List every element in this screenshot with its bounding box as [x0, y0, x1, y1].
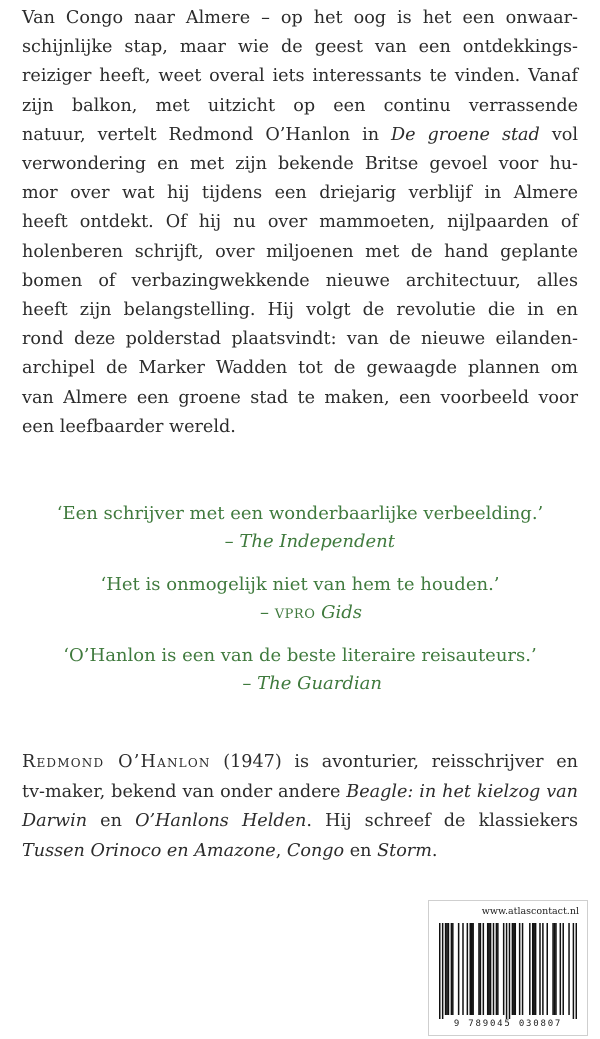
barcode-bar [539, 923, 541, 1015]
text-run: en [344, 840, 378, 861]
text-line [22, 267, 578, 296]
text-line [22, 354, 578, 383]
quote-source [0, 528, 600, 556]
text-run: en [87, 811, 136, 831]
quote-source-name: Gids [315, 602, 362, 623]
italic-title: Beagle: in het kielzog van [346, 781, 578, 802]
text-line [22, 92, 578, 121]
text-line [22, 384, 578, 413]
text-run: zijn balkon, met uitzicht op een continu verrassende [22, 95, 578, 116]
italic-title: O’Hanlons Helden [135, 811, 307, 831]
barcode-bar [533, 923, 535, 1015]
barcode-bar [445, 923, 447, 1015]
text-line [22, 807, 578, 837]
quote-source [0, 670, 600, 698]
barcode-bar [503, 923, 505, 1015]
quote-source-prefix: vpro [274, 602, 316, 623]
publisher-url: www.atlascontact.nl [481, 906, 579, 917]
isbn-number: 9 789045 030807 [453, 1019, 563, 1029]
text-run: , [275, 840, 287, 861]
text-run: natuur, vertelt Redmond O’Hanlon in [22, 124, 392, 145]
barcode-bar [467, 923, 469, 1015]
text-run: een leefbaarder wereld. [22, 416, 236, 437]
quote-source-name: The Guardian [257, 673, 382, 694]
barcode-bar [568, 923, 570, 1015]
barcode-bar [546, 923, 548, 1015]
quote-text: ‘Een schrijver met een wonderbaarlijke verbeelding.’ [56, 503, 544, 524]
barcode-bar [488, 923, 490, 1015]
barcode-bar [458, 923, 460, 1015]
text-run: schijnlijke stap, maar wie de geest van een ontdekkings- [22, 37, 578, 58]
text-run: verwondering en met zijn bekende Britse gevoel voor hu- [22, 154, 578, 175]
author-bio [22, 748, 578, 866]
quote-dash: – [224, 531, 240, 552]
text-run: mor over wat hij tijdens een driejarig verblijf in Almere [22, 183, 578, 204]
barcode-bar [562, 923, 564, 1015]
barcode-bar [448, 923, 450, 1015]
barcode-bar [442, 923, 444, 1019]
text-line [22, 837, 578, 867]
barcode-bar [483, 923, 485, 1015]
quote-source-name: The Independent [239, 531, 395, 552]
review-quote-independent [0, 500, 600, 556]
quote-text: ‘Het is onmogelijk niet van hem te houden.’ [100, 574, 500, 595]
barcode-bar [497, 923, 499, 1015]
text-run: holenberen schrijft, over miljoenen met de hand geplante [22, 241, 578, 262]
text-line [22, 33, 578, 62]
barcode-bar [462, 923, 464, 1015]
text-run: vol [539, 124, 578, 145]
text-line [22, 296, 578, 325]
text-line [22, 179, 578, 208]
barcode-bar [493, 923, 495, 1015]
barcode-bar [542, 923, 544, 1015]
text-line [22, 4, 578, 33]
author-name: Redmond O’Hanlon [22, 752, 211, 772]
barcode-panel [428, 900, 588, 1036]
barcode-bar [512, 923, 514, 1015]
review-quote-guardian [0, 642, 600, 698]
text-run: . [431, 840, 438, 861]
text-run: bomen of verbazingwekkende nieuwe architectuur, alles [22, 270, 578, 291]
review-quotes [0, 500, 600, 713]
text-line [22, 238, 578, 267]
italic-title: Storm [377, 840, 432, 861]
barcode-bar [535, 923, 537, 1015]
blurb-paragraph [22, 4, 578, 442]
text-run: (1947) is avonturier, reisschrijver en [210, 752, 578, 772]
text-line [22, 121, 578, 150]
text-run: archipel de Marker Wadden tot de gewaagde plannen om [22, 358, 578, 379]
barcode-bar [515, 923, 517, 1015]
italic-title: Darwin [22, 811, 88, 831]
isbn-barcode [439, 923, 577, 1019]
text-line [22, 413, 578, 442]
text-line [22, 748, 578, 778]
italic-title: De groene stad [391, 124, 540, 145]
text-run: tv-maker, bekend van onder andere [22, 781, 347, 802]
text-run: rond deze polderstad plaatsvindt: van de nieuwe eilanden- [22, 329, 578, 350]
text-run: heeft zijn belangstelling. Hij volgt de revolutie die in en [22, 300, 578, 321]
barcode-bar [490, 923, 492, 1015]
barcode-bar [554, 923, 556, 1015]
barcode-bar [472, 923, 474, 1015]
text-run: van Almere een groene stad te maken, een voorbeeld voor [22, 387, 578, 408]
barcode-bar [522, 923, 524, 1015]
barcode-bar [509, 923, 511, 1019]
barcode-bar [451, 923, 453, 1015]
barcode-bar [532, 923, 534, 1015]
text-run: Van Congo naar Almere – op het oog is het een onwaar- [22, 8, 578, 28]
italic-title: Congo [286, 840, 345, 861]
barcode-bar [529, 923, 531, 1015]
text-run: . Hij schreef de klassiekers [306, 811, 578, 831]
text-line [22, 62, 578, 91]
barcode-bar [452, 923, 454, 1015]
quote-source [0, 599, 600, 627]
barcode-bar [519, 923, 521, 1015]
barcode-bar [560, 923, 562, 1015]
quote-dash: – [260, 602, 275, 623]
quote-text: ‘O’Hanlon is een van de beste literaire reisauteurs.’ [63, 645, 537, 666]
text-run: reiziger heeft, weet overal iets interessants te vinden. Vanaf [22, 66, 578, 87]
review-quote-vpro [0, 571, 600, 627]
barcode-bar [552, 923, 554, 1015]
barcode-bar [555, 923, 557, 1015]
barcode-bar [513, 923, 515, 1015]
barcode-bar [506, 923, 508, 1019]
text-run: heeft ontdekt. Of hij nu over mammoeten, nijlpaarden of [22, 212, 578, 233]
barcode-bar [573, 923, 575, 1019]
barcode-bar [478, 923, 480, 1015]
text-line [22, 150, 578, 179]
text-line [22, 208, 578, 237]
barcode-bar [480, 923, 482, 1015]
barcode-bar [471, 923, 473, 1015]
quote-dash: – [242, 673, 258, 694]
italic-title: Tussen Orinoco en Amazone [22, 840, 276, 861]
barcode-bar [487, 923, 489, 1015]
barcode-bar [446, 923, 448, 1015]
barcode-bar [496, 923, 498, 1015]
barcode-bar [470, 923, 472, 1015]
barcode-bar [576, 923, 577, 1019]
text-line [22, 778, 578, 808]
barcode-bar [439, 923, 441, 1019]
text-line [22, 325, 578, 354]
